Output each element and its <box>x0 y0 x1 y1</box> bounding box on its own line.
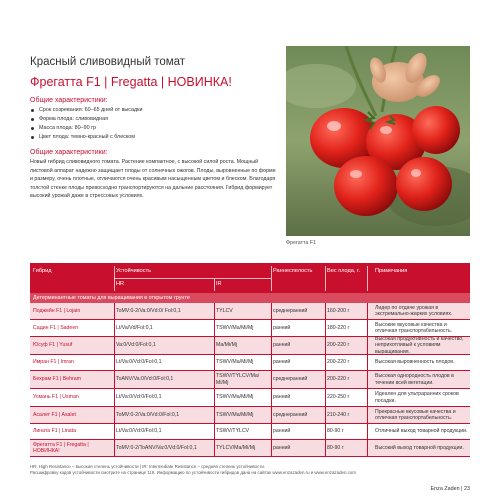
cell-ir: Ma/Mi/Mj <box>216 342 238 349</box>
header-divider <box>325 266 326 291</box>
column-divider <box>325 389 326 406</box>
column-divider <box>271 320 272 336</box>
cell-maturity: среднеранний <box>273 307 308 314</box>
cell-note: Высокая выровненность плодов. <box>375 359 455 366</box>
cell-note: Идеален для ультраранних сроков посадки. <box>375 391 459 404</box>
header-hr: HR <box>116 281 125 287</box>
cell-weight: 180-220 г <box>327 324 350 331</box>
cell-maturity: ранний <box>273 444 291 451</box>
general-list <box>30 106 260 142</box>
cell-weight: 160-200 г <box>327 307 350 314</box>
list-item: Масса плода: 80–90 гр <box>30 124 260 133</box>
column-divider <box>271 355 272 370</box>
column-divider <box>271 407 272 423</box>
header-notes: Примечания <box>375 268 408 274</box>
header-divider <box>114 266 115 291</box>
column-divider <box>325 337 326 354</box>
column-divider <box>325 440 326 456</box>
list-item: Срок созревания: 60–65 дней от высадки <box>30 106 260 115</box>
cell-hr: Va:0/Vd:0/Fol:0,1 <box>116 342 156 349</box>
column-divider <box>214 303 215 319</box>
cell-name: Юсуф F1 | Yusuf <box>33 342 73 349</box>
cell-hr: ToMV:0-2/Va:0/Vd:0/Fol:0,1 <box>116 411 180 418</box>
cell-note: Высокий выход товарной продукции. <box>375 444 464 451</box>
group-header: Детерминантные томаты для выращивания в открытом грунте <box>30 293 470 303</box>
tomato-photo <box>286 46 470 236</box>
table-row <box>30 337 470 355</box>
list-item: Цвет плода: темно-красный с блеском <box>30 133 260 142</box>
column-divider <box>367 440 368 456</box>
cell-ir: TSWV/Ma/Mi/Mj <box>216 359 254 366</box>
page-title: Фрегатта F1 | Fregatta | НОВИНКА! <box>30 75 232 89</box>
cell-note: Высокая продуктивность и качество, неприхотливый к условиям выращивания. <box>375 336 464 355</box>
description-heading: Общие характеристики: <box>30 149 108 156</box>
header-divider <box>214 279 215 291</box>
footnote-line: HR: High Resistance – высокая степень устойчивости | IR: Intermediate Resistance – средняя степень устойчивости. <box>30 464 266 469</box>
cell-maturity: ранний <box>273 324 291 331</box>
header-divider <box>114 278 271 279</box>
table-row <box>30 371 470 389</box>
column-divider <box>114 440 115 456</box>
column-divider <box>271 371 272 388</box>
cell-note: Отличный выход товарной продукции. <box>375 428 468 435</box>
column-divider <box>114 407 115 423</box>
cell-maturity: ранний <box>273 394 291 401</box>
cell-weight: 210-240 г <box>327 411 350 418</box>
column-divider <box>325 303 326 319</box>
column-divider <box>214 407 215 423</box>
subtitle: Красный сливовидный томат <box>30 56 186 68</box>
column-divider <box>114 424 115 439</box>
header-divider <box>367 266 368 291</box>
column-divider <box>114 337 115 354</box>
cell-weight: 200-220 г <box>327 376 350 383</box>
general-heading: Общие характеристики: <box>30 97 108 104</box>
column-divider <box>114 389 115 406</box>
table-body <box>30 303 470 457</box>
header-divider <box>271 266 272 291</box>
cell-weight: 200-220 г <box>327 342 350 349</box>
column-divider <box>214 389 215 406</box>
cell-note: Высокие вкусовые качества и отличная транспортабельность. <box>375 321 453 334</box>
cell-ir: TSWV/TYLCV <box>216 428 250 435</box>
cell-ir: TSWV/Ma/Mi/Mj <box>216 324 254 331</box>
footnote-line: Расшифровку кодов устойчивости смотрите на странице 118. Информацию по устойчивости гибридов дана на сайтах www.enzazaden.ru и www.enzazaden.com <box>30 470 356 475</box>
cell-hr: Lt/Va:0/Vd:0/Fol:0,1 <box>116 428 162 435</box>
cell-hr: ToMV:0-2/ToANV/Va:0/Vd:0/Fol:0,1 <box>116 444 197 451</box>
column-divider <box>214 440 215 456</box>
description-text: Новый гибрид сливовидного томата. Растение компактное, с высокой силой роста. Мощный листовой аппарат надежно защищает плоды от солнечных ожогов. Плоды, выровненные по форме и размеру, очень плотные, отличаются очень красивым насыщенным цветом и блеском. Благодаря толстой стенке плоды превосходно транспортируются на дальние расстояния. Гибрид формирует высокий урожай даже в стрессовых условиях. <box>30 159 276 200</box>
cell-weight: 200-220 г <box>327 359 350 366</box>
column-divider <box>114 355 115 370</box>
photo-caption: Фрегатта F1 <box>286 240 316 246</box>
cell-hr: Lt/Va:0/Vd:0/Fol:0,1 <box>116 359 162 366</box>
column-divider <box>325 320 326 336</box>
cell-name: Фрегатта F1 | Fregatta | НОВИНКА! <box>33 441 89 454</box>
column-divider <box>214 371 215 388</box>
table-header <box>30 263 470 293</box>
cell-name: Усмань F1 | Usman <box>33 394 79 401</box>
cell-name: Асалет F1 | Asalet <box>33 411 76 418</box>
column-divider <box>367 389 368 406</box>
cell-name: Садин F1 | Sadeen <box>33 324 79 331</box>
column-divider <box>214 355 215 370</box>
footnotes <box>30 464 470 476</box>
column-divider <box>325 355 326 370</box>
column-divider <box>114 303 115 319</box>
column-divider <box>114 371 115 388</box>
column-divider <box>367 407 368 423</box>
column-divider <box>114 320 115 336</box>
cell-weight: 80-90 г <box>327 444 344 451</box>
cell-ir: TYLCV <box>216 307 233 314</box>
header-hybrid: Гибрид <box>33 268 52 274</box>
column-divider <box>325 424 326 439</box>
cell-maturity: среднеранний <box>273 376 308 383</box>
column-divider <box>367 320 368 336</box>
column-divider <box>271 389 272 406</box>
cell-ir: TSWV/Ma/Mi/Mj <box>216 411 254 418</box>
header-weight: Вес плода, г. <box>327 268 360 274</box>
cell-note: Высокая однородность плодов в течении всей вегетации. <box>375 373 454 386</box>
column-divider <box>214 424 215 439</box>
cell-note: Прекрасные вкусовые качества и отличная транспортабельность. <box>375 408 456 421</box>
cell-ir: TSWV/TYLCV/Ma/ Mi/Mj <box>216 373 260 386</box>
table-row <box>30 320 470 337</box>
cell-hr: ToANV/Va:0/Vd:0/Fol:0,1 <box>116 376 174 383</box>
column-divider <box>367 355 368 370</box>
header-resistance: Устойчивость <box>116 268 152 274</box>
column-divider <box>271 424 272 439</box>
cell-maturity: ранний <box>273 428 291 435</box>
cell-name: Лината F1 | Linata <box>33 428 76 435</box>
header-maturity: Раннеспелость <box>273 268 313 274</box>
column-divider <box>214 337 215 354</box>
cell-weight: 80-90 г <box>327 428 344 435</box>
page-footer: Enza Zaden | 23 <box>430 486 470 492</box>
column-divider <box>271 337 272 354</box>
hybrids-table <box>30 263 470 457</box>
column-divider <box>367 337 368 354</box>
cell-hr: ToMV:0-2/Va:0/Vd:0/ Fol:0,1 <box>116 307 181 314</box>
column-divider <box>367 303 368 319</box>
table-row <box>30 407 470 424</box>
table-row <box>30 355 470 371</box>
column-divider <box>271 303 272 319</box>
table-row <box>30 303 470 320</box>
cell-note: Лидер по отдаче урожая в экстремально-жарких условиях. <box>375 304 453 317</box>
cell-name: Имран F1 | Imran <box>33 359 74 366</box>
cell-weight: 220-250 г <box>327 394 350 401</box>
column-divider <box>325 371 326 388</box>
column-divider <box>214 320 215 336</box>
cell-name: Бехрам F1 | Behram <box>33 376 81 383</box>
table-row <box>30 440 470 457</box>
column-divider <box>325 407 326 423</box>
cell-ir: TSWV/Ma/Mi/Mj <box>216 394 254 401</box>
list-item: Форма плода: сливовидная <box>30 115 260 124</box>
cell-hr: Lt/Va/Vd/Fol:0,1 <box>116 324 153 331</box>
cell-maturity: ранний <box>273 342 291 349</box>
table-row <box>30 424 470 440</box>
cell-hr: Lt/Va:0/Vd:0/Fol:0,1 <box>116 394 162 401</box>
cell-name: Поджейн F1 | Lojain <box>33 307 81 314</box>
table-row <box>30 389 470 407</box>
column-divider <box>271 440 272 456</box>
cell-ir: TYLCV/Ma/Mi/Mj <box>216 444 256 451</box>
column-divider <box>367 371 368 388</box>
cell-maturity: среднеранний <box>273 411 308 418</box>
column-divider <box>367 424 368 439</box>
header-ir: IR <box>216 281 222 287</box>
cell-maturity: ранний <box>273 359 291 366</box>
